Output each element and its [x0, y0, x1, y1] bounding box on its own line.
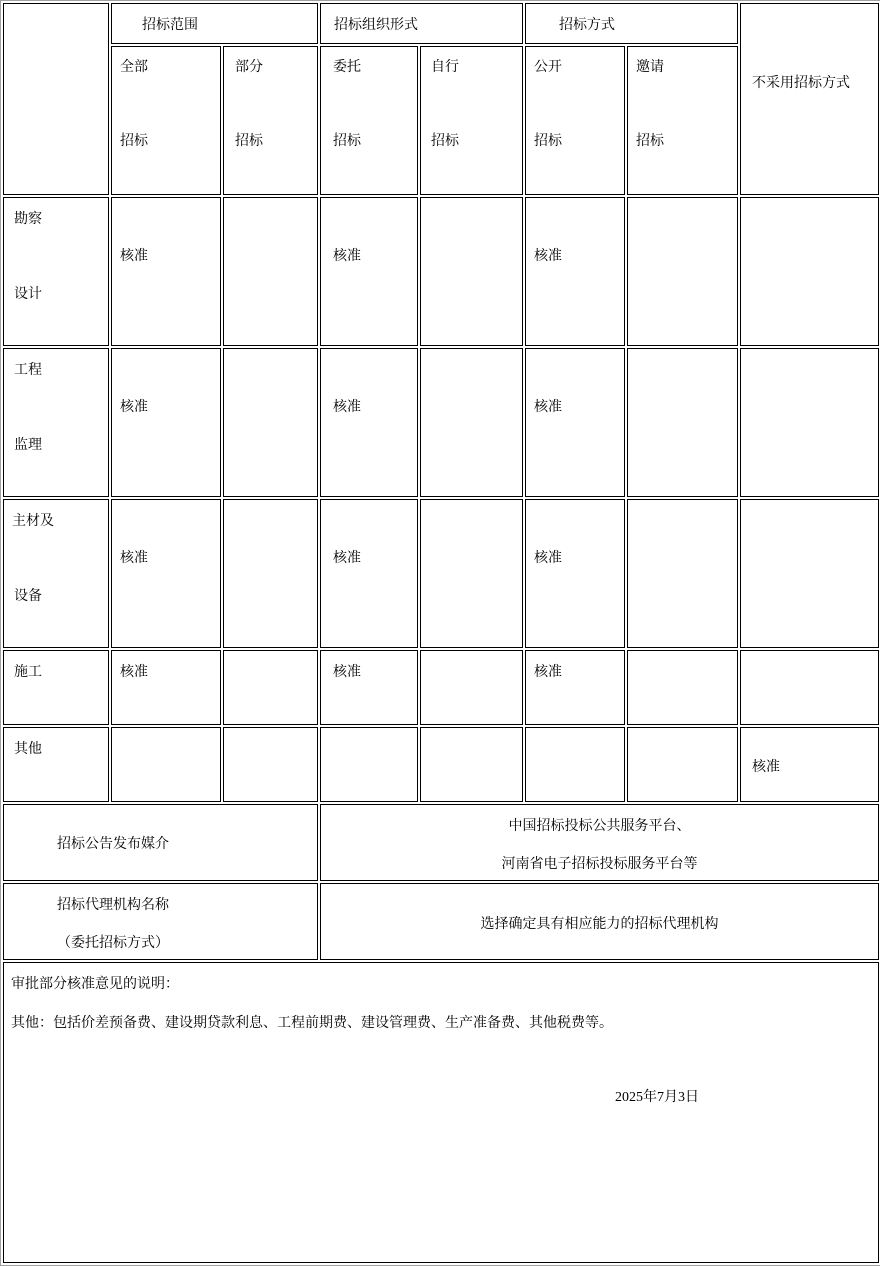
- row-label-line1: 勘察: [14, 211, 42, 227]
- row-label: [3, 499, 109, 648]
- header-group-scope: [111, 3, 318, 44]
- cell-open: [525, 727, 625, 802]
- header-col-self-line1: 自行: [431, 59, 459, 75]
- cell-partial: [223, 499, 318, 648]
- cell-invited: [627, 499, 738, 648]
- header-no-bid: [740, 3, 879, 195]
- row-label-line2: 设备: [14, 588, 42, 604]
- row-label-line2: 监理: [14, 437, 42, 453]
- approval-mark: 核准: [120, 664, 148, 680]
- cell-invited: [627, 650, 738, 725]
- header-group-method-label: 招标方式: [559, 17, 615, 33]
- agency-label-line1: 招标代理机构名称: [57, 897, 169, 913]
- cell-full: [111, 499, 221, 648]
- row-label: [3, 727, 109, 802]
- header-corner-cell: [3, 3, 109, 195]
- cell-full: [111, 197, 221, 346]
- agency-row: [3, 883, 879, 960]
- media-row: [3, 804, 879, 881]
- cell-self: [420, 499, 523, 648]
- header-col-open-line2: 招标: [534, 133, 562, 149]
- table-row: [3, 348, 879, 497]
- header-col-open: [525, 46, 625, 195]
- cell-no-bid: [740, 650, 879, 725]
- agency-value-cell: [320, 883, 879, 960]
- cell-partial: [223, 650, 318, 725]
- table-row: [3, 650, 879, 725]
- header-col-open-line1: 公开: [534, 59, 562, 75]
- header-group-org: [320, 3, 523, 44]
- cell-invited: [627, 727, 738, 802]
- header-col-self: [420, 46, 523, 195]
- row-label: [3, 650, 109, 725]
- approval-mark: 核准: [333, 248, 361, 264]
- header-col-invited-line1: 邀请: [636, 59, 664, 75]
- media-value-cell: [320, 804, 879, 881]
- header-col-full-line2: 招标: [120, 133, 148, 149]
- cell-full: [111, 348, 221, 497]
- cell-open: [525, 650, 625, 725]
- cell-no-bid: [740, 727, 879, 802]
- approval-mark: 核准: [120, 550, 148, 566]
- cell-open: [525, 499, 625, 648]
- agency-value: 选择确定具有相应能力的招标代理机构: [480, 916, 719, 932]
- row-label: [3, 197, 109, 346]
- header-col-partial-line1: 部分: [235, 59, 263, 75]
- approval-mark: 核准: [534, 399, 562, 415]
- header-group-scope-label: 招标范围: [142, 17, 198, 33]
- cell-full: [111, 650, 221, 725]
- header-col-invited-line2: 招标: [636, 133, 664, 149]
- approval-mark: 核准: [534, 248, 562, 264]
- header-group-method: [525, 3, 738, 44]
- cell-self: [420, 197, 523, 346]
- table-row: [3, 727, 879, 802]
- cell-full: [111, 727, 221, 802]
- cell-no-bid: [740, 197, 879, 346]
- table-row: [3, 499, 879, 648]
- notes-body: 其他：包括价差预备费、建设期贷款利息、工程前期费、建设管理费、生产准备费、其他税费等。: [11, 1015, 613, 1031]
- agency-label-line2: （委托招标方式）: [57, 935, 169, 951]
- header-col-entrusted: [320, 46, 418, 195]
- header-group-org-label: 招标组织形式: [334, 17, 418, 33]
- notes-row: [3, 962, 879, 1263]
- notes-cell: [3, 962, 879, 1263]
- media-value-line2: 河南省电子招标投标服务平台等: [501, 856, 698, 872]
- cell-self: [420, 727, 523, 802]
- row-label-line1: 工程: [14, 362, 42, 378]
- cell-partial: [223, 727, 318, 802]
- approval-mark: 核准: [534, 664, 562, 680]
- cell-invited: [627, 197, 738, 346]
- row-label-line1: 主材及: [12, 513, 54, 529]
- media-label: 招标公告发布媒介: [57, 836, 169, 852]
- header-col-entrusted-line1: 委托: [333, 59, 361, 75]
- approval-mark: 核准: [333, 399, 361, 415]
- header-no-bid-label: 不采用招标方式: [752, 75, 850, 91]
- header-col-full-line1: 全部: [120, 59, 148, 75]
- media-label-cell: [3, 804, 318, 881]
- cell-open: [525, 197, 625, 346]
- header-col-invited: [627, 46, 738, 195]
- cell-entrusted: [320, 499, 418, 648]
- approval-mark: 核准: [534, 550, 562, 566]
- approval-mark: 核准: [120, 248, 148, 264]
- cell-no-bid: [740, 348, 879, 497]
- cell-self: [420, 650, 523, 725]
- cell-partial: [223, 197, 318, 346]
- cell-invited: [627, 348, 738, 497]
- header-col-partial-line2: 招标: [235, 133, 263, 149]
- header-col-entrusted-line2: 招标: [333, 133, 361, 149]
- row-label-line2: 设计: [14, 286, 42, 302]
- approval-mark: 核准: [333, 550, 361, 566]
- notes-title: 审批部分核准意见的说明：: [11, 976, 179, 992]
- row-label: [3, 348, 109, 497]
- header-col-self-line2: 招标: [431, 133, 459, 149]
- notes-date: 2025年7月3日: [615, 1090, 699, 1105]
- cell-open: [525, 348, 625, 497]
- cell-self: [420, 348, 523, 497]
- table-row: [3, 197, 879, 346]
- cell-entrusted: [320, 348, 418, 497]
- cell-no-bid: [740, 499, 879, 648]
- cell-entrusted: [320, 650, 418, 725]
- approval-mark: 核准: [752, 759, 780, 775]
- header-col-partial: [223, 46, 318, 195]
- cell-entrusted: [320, 197, 418, 346]
- row-label-line1: 其他: [14, 741, 42, 757]
- row-label-line1: 施工: [14, 664, 42, 680]
- cell-partial: [223, 348, 318, 497]
- approval-mark: 核准: [120, 399, 148, 415]
- agency-label-cell: [3, 883, 318, 960]
- approval-mark: 核准: [333, 664, 361, 680]
- cell-entrusted: [320, 727, 418, 802]
- media-value-line1: 中国招标投标公共服务平台、: [508, 818, 691, 834]
- header-col-full: [111, 46, 221, 195]
